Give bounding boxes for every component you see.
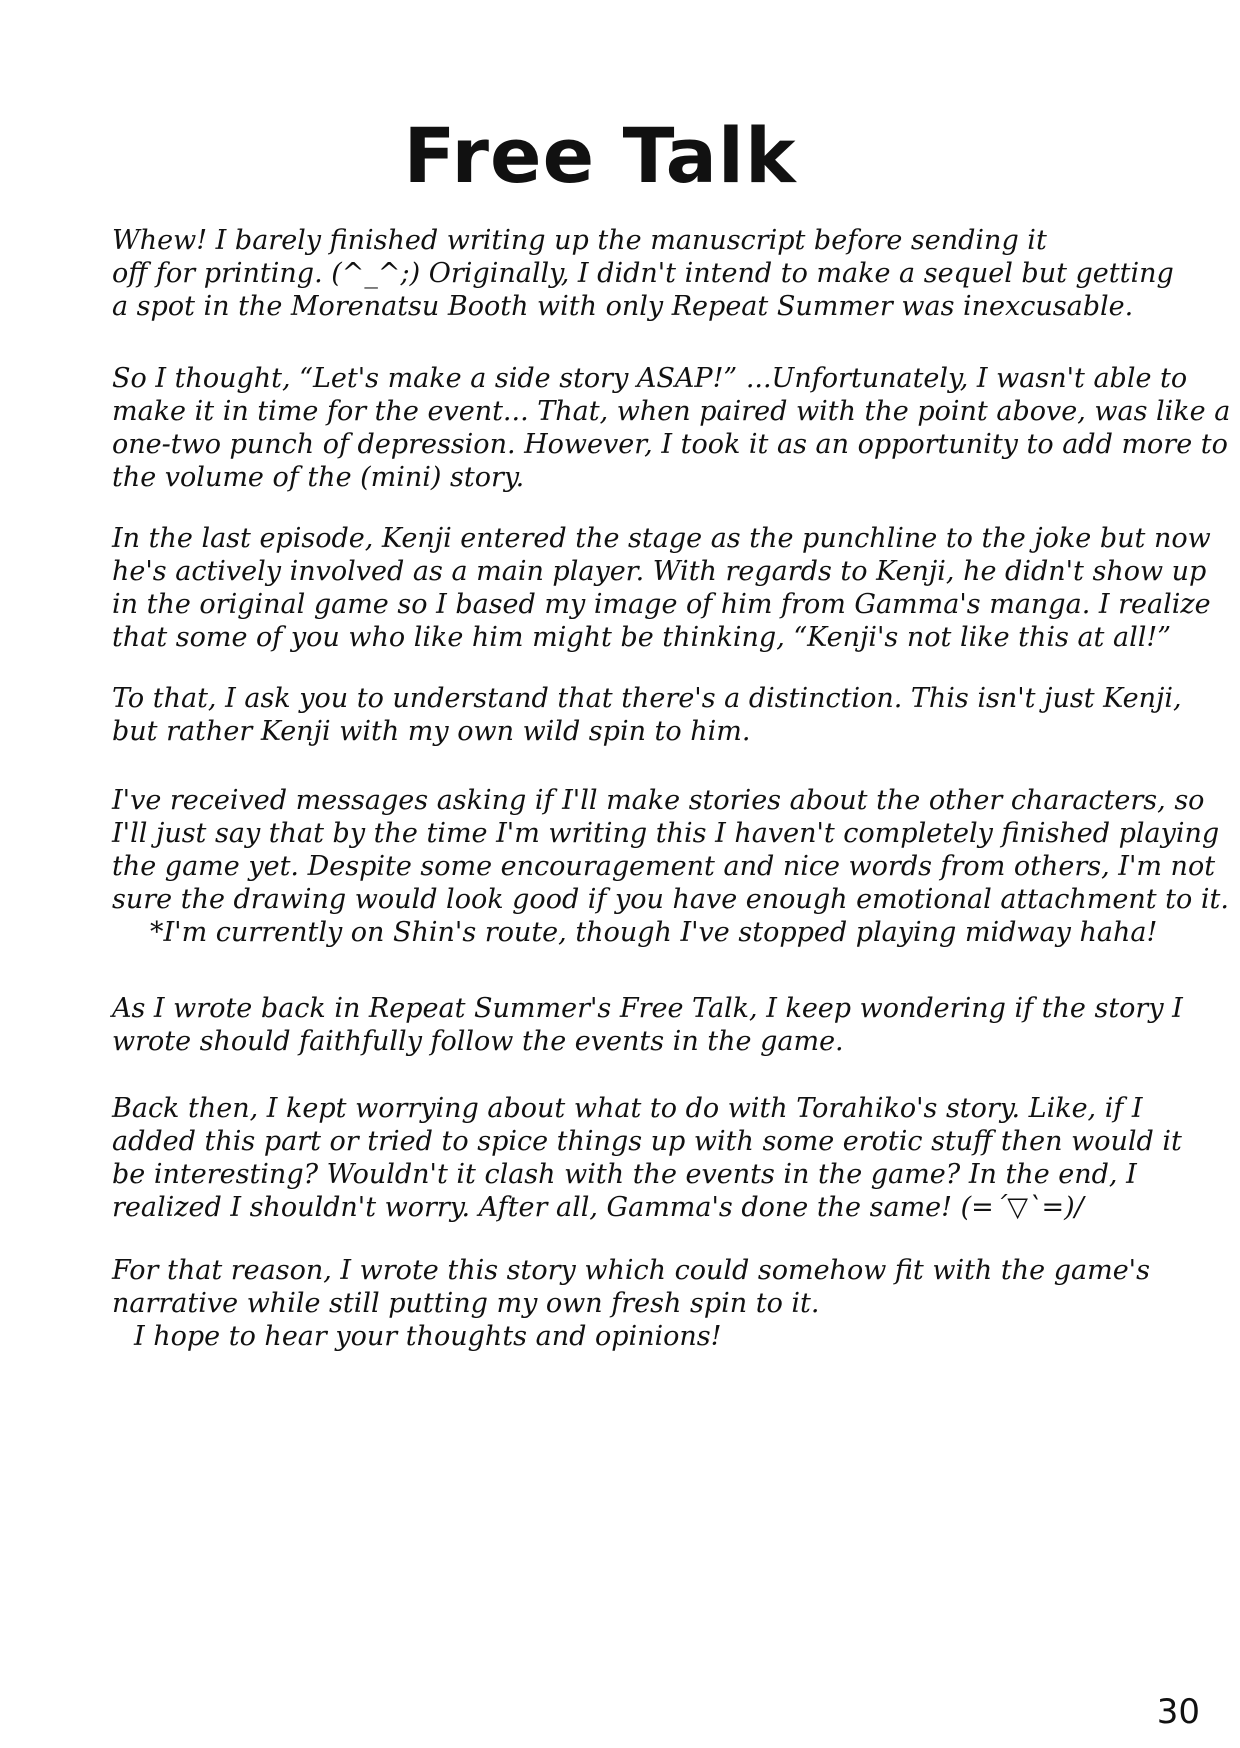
paragraph-line: be interesting? Wouldn't it clash with the events in the game? In the end, I [112, 1159, 1137, 1190]
paragraph-line: in the original game so I based my image of him from Gamma's manga. I realize [112, 589, 1211, 620]
page-title: Free Talk [403, 111, 797, 200]
paragraph-2 [112, 362, 1231, 494]
paragraph-4 [112, 682, 1182, 748]
paragraph-line: wrote should faithfully follow the events in the game. [112, 1026, 844, 1057]
paragraph-line: I hope to hear your thoughts and opinions! [134, 1321, 722, 1352]
paragraph-line: make it in time for the event... That, when paired with the point above, was like a [112, 396, 1231, 427]
paragraph-7 [112, 1092, 1182, 1224]
paragraph-line: As I wrote back in Repeat Summer's Free Talk, I keep wondering if the story I [112, 993, 1183, 1024]
paragraph-line: Whew! I barely finished writing up the manuscript before sending it [112, 225, 1047, 256]
paragraph-1 [112, 224, 1172, 323]
paragraph-line: added this part or tried to spice things up with some erotic stuff then would it [112, 1126, 1182, 1157]
paragraph-line: that some of you who like him might be thinking, “Kenji's not like this at all!” [112, 622, 1171, 653]
paragraph-line: In the last episode, Kenji entered the stage as the punchline to the joke but now [112, 523, 1211, 554]
footnote-line: *I'm currently on Shin's route, though I've stopped playing midway haha! [150, 917, 1158, 948]
paragraph-line: off for printing. (^_^;) Originally, I didn't intend to make a sequel but getting [112, 258, 1174, 289]
paragraph-line: realized I shouldn't worry. After all, Gamma's done the same! (=´▽`=)/ [112, 1192, 1084, 1223]
paragraph-8 [112, 1254, 1172, 1353]
paragraph-line: sure the drawing would look good if you have enough emotional attachment to it. [112, 884, 1229, 915]
paragraph-line: I'll just say that by the time I'm writing this I haven't completely finished playing [112, 818, 1220, 849]
paragraph-line: one-two punch of depression. However, I took it as an opportunity to add more to [112, 429, 1228, 460]
paragraph-line: he's actively involved as a main player. With regards to Kenji, he didn't show up [112, 556, 1207, 587]
paragraph-line: For that reason, I wrote this story which could somehow fit with the game's [112, 1255, 1150, 1286]
paragraph-3 [112, 522, 1211, 654]
paragraph-line: but rather Kenji with my own wild spin to him. [112, 716, 751, 747]
paragraph-line: narrative while still putting my own fresh spin to it. [112, 1288, 820, 1319]
paragraph-line: the volume of the (mini) story. [112, 462, 525, 493]
paragraph-line: To that, I ask you to understand that there's a distinction. This isn't just Kenji, [112, 683, 1182, 714]
paragraph-line: So I thought, “Let's make a side story ASAP!” ...Unfortunately, I wasn't able to [112, 363, 1188, 394]
page-number: 30 [1156, 1692, 1200, 1732]
paragraph-6 [112, 992, 1183, 1058]
paragraph-line: the game yet. Despite some encouragement and nice words from others, I'm not [112, 851, 1216, 882]
paragraph-line: I've received messages asking if I'll make stories about the other characters, so [112, 785, 1205, 816]
paragraph-5 [112, 784, 1229, 949]
paragraph-line: a spot in the Morenatsu Booth with only Repeat Summer was inexcusable. [112, 291, 1134, 322]
paragraph-line: Back then, I kept worrying about what to do with Torahiko's story. Like, if I [112, 1093, 1143, 1124]
